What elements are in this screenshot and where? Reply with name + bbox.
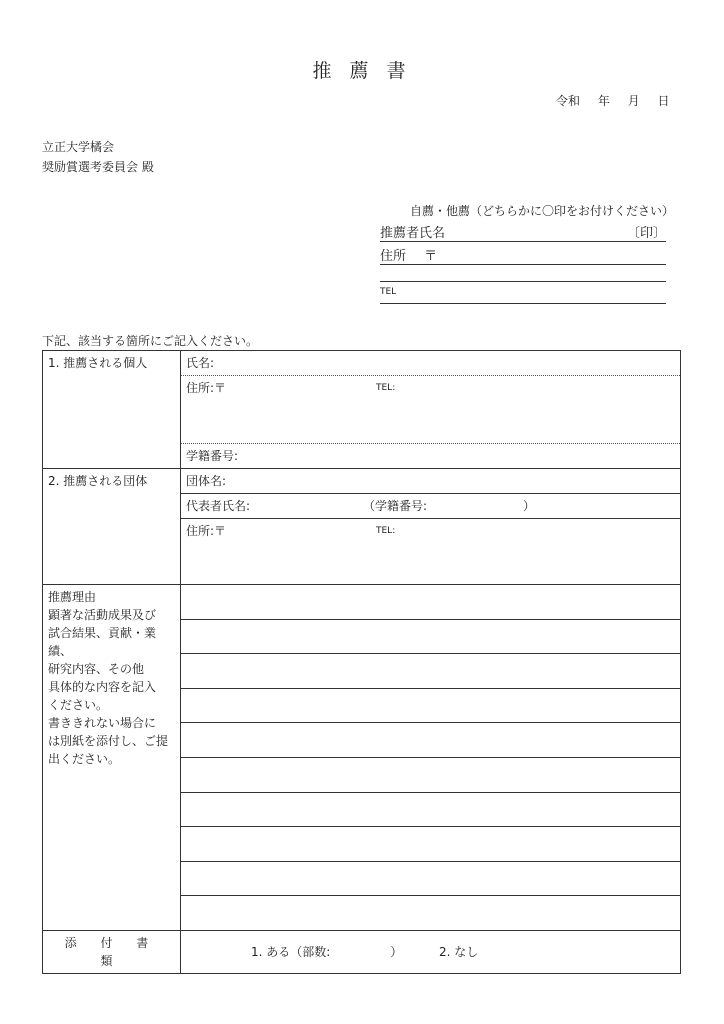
- reason-write-line[interactable]: [181, 723, 681, 758]
- group-section-label: [43, 469, 181, 585]
- reason-write-line[interactable]: [181, 827, 681, 862]
- group-name-label: 団体名:: [186, 474, 227, 488]
- date-month: 月: [627, 94, 640, 108]
- recommender-address-label: 住所: [380, 249, 407, 264]
- document-title: 推 薦 書: [312, 60, 412, 82]
- date-day: 日: [657, 94, 670, 108]
- group-section-text: 2. 推薦される団体: [48, 474, 148, 488]
- reason-line: は別紙を添付し、ご提: [48, 734, 169, 748]
- individual-student-id-cell[interactable]: [181, 444, 681, 469]
- reason-line: 書ききれない場合に: [48, 716, 157, 730]
- group-name-cell[interactable]: [181, 469, 681, 494]
- attachment-label: 添 付 書 類: [64, 935, 159, 968]
- group-rep-label: 代表者氏名:: [186, 499, 251, 513]
- postal-mark: 〒: [424, 249, 438, 264]
- addressee-line1: 立正大学橘会: [42, 140, 115, 154]
- attachment-option-no[interactable]: 2. なし: [439, 944, 479, 959]
- reason-write-line[interactable]: [181, 792, 681, 827]
- group-tel-label: TEL:: [376, 526, 396, 536]
- reason-line: 顕著な活動成果及び: [48, 608, 157, 622]
- reason-line: 出ください。: [48, 752, 121, 766]
- addressee-line2: 奨励賞選考委員会 殿: [42, 160, 154, 174]
- individual-name-label: 氏名:: [186, 356, 215, 370]
- group-rep-cell[interactable]: [181, 494, 681, 519]
- individual-student-id-label: 学籍番号:: [186, 449, 239, 463]
- individual-section-text: 1. 推薦される個人: [48, 356, 148, 370]
- reason-write-line[interactable]: [181, 654, 681, 689]
- group-address-label: 住所:〒: [186, 524, 227, 538]
- reason-line: 具体的な内容を記入: [48, 680, 157, 694]
- recommender-name-label: 推薦者氏名: [380, 226, 446, 241]
- reason-line: 試合結果、貢献・業績、: [48, 626, 157, 658]
- recommender-address-field[interactable]: [380, 245, 666, 265]
- individual-name-cell[interactable]: [181, 351, 681, 376]
- attachment-options-cell[interactable]: [181, 930, 681, 973]
- reason-line: 研究内容、その他: [48, 662, 145, 676]
- individual-address-cell[interactable]: [181, 376, 681, 444]
- recommendation-form-table: [42, 350, 681, 974]
- reason-write-line[interactable]: [181, 688, 681, 723]
- attachment-option-yes[interactable]: 1. ある（部数: ）: [251, 944, 403, 959]
- individual-tel-label: TEL:: [376, 383, 396, 393]
- recommender-address-line2[interactable]: [380, 272, 666, 282]
- self-other-note: 自薦・他薦（どちらかに〇印をお付けください）: [410, 204, 675, 218]
- reason-write-line[interactable]: [181, 619, 681, 654]
- reason-line: ください。: [48, 698, 109, 712]
- seal-mark: 〔印〕: [626, 226, 666, 241]
- individual-section-label: [43, 351, 181, 469]
- intro-text: 下記、該当する箇所にご記入ください。: [42, 334, 259, 348]
- group-rep-id-label: （学籍番号: ）: [363, 499, 536, 513]
- group-address-cell[interactable]: [181, 519, 681, 585]
- reason-line: 推薦理由: [48, 590, 97, 604]
- attachment-label-cell: [43, 930, 181, 973]
- reason-write-line[interactable]: [181, 861, 681, 896]
- reason-write-line[interactable]: [181, 757, 681, 792]
- reason-write-line[interactable]: [181, 585, 681, 620]
- reason-label-cell: [43, 585, 181, 931]
- date-era: 令和: [556, 94, 581, 108]
- recommender-tel-label: TEL: [380, 287, 397, 297]
- recommender-name-field[interactable]: [380, 222, 666, 242]
- date-line: [556, 92, 684, 109]
- individual-address-label: 住所:〒: [186, 381, 227, 395]
- reason-write-line[interactable]: [181, 896, 681, 931]
- date-year: 年: [597, 94, 610, 108]
- recommender-tel-field[interactable]: [380, 287, 666, 304]
